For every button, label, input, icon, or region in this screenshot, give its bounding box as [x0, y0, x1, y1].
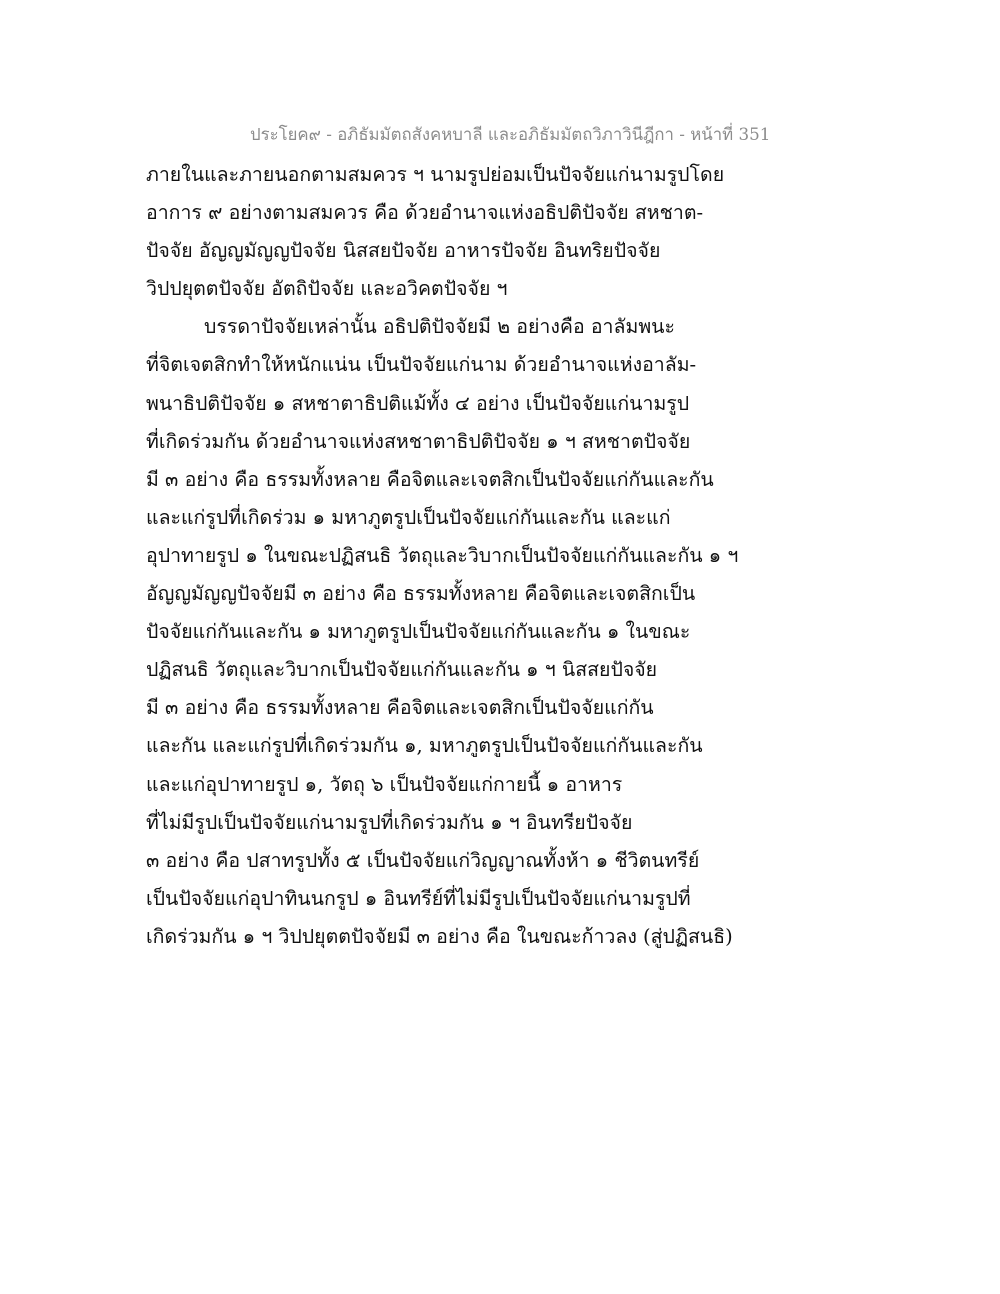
text-line: ที่จิตเจตสิกทำให้หนักแน่น เป็นปัจจัยแก่นาม ด้วยอำนาจแห่งอาลัม-: [146, 353, 697, 377]
text-line: พนาธิปติปัจจัย ๑ สหชาตาธิปติแม้ทั้ง ๔ อย่าง เป็นปัจจัยแก่นามรูป: [146, 391, 690, 415]
text-line: ที่ไม่มีรูปเป็นปัจจัยแก่นามรูปที่เกิดร่วมกัน ๑ ฯ อินทรียปัจจัย: [146, 810, 633, 834]
text-line: ปัจจัยแก่กันและกัน ๑ มหาภูตรูปเป็นปัจจัยแก่กันและกัน ๑ ในขณะ: [146, 620, 691, 644]
text-line: อุปาทายรูป ๑ ในขณะปฏิสนธิ วัตถุและวิบากเป็นปัจจัยแก่กันและกัน ๑ ฯ: [146, 543, 739, 567]
text-line: อัญญมัญญปัจจัยมี ๓ อย่าง คือ ธรรมทั้งหลาย คือจิตและเจตสิกเป็น: [146, 582, 696, 606]
paragraph-start-line: บรรดาปัจจัยเหล่านั้น อธิปติปัจจัยมี ๒ อย่างคือ อาลัมพนะ: [204, 315, 675, 339]
text-line: อาการ ๙ อย่างตามสมควร คือ ด้วยอำนาจแห่งอธิปติปัจจัย สหชาต-: [146, 201, 704, 225]
text-line: เกิดร่วมกัน ๑ ฯ วิปปยุตตปัจจัยมี ๓ อย่าง คือ ในขณะก้าวลง (สู่ปฏิสนธิ): [146, 924, 733, 948]
body-text: [146, 156, 766, 956]
text-line: และกัน และแก่รูปที่เกิดร่วมกัน ๑, มหาภูตรูปเป็นปัจจัยแก่กันและกัน: [146, 734, 703, 758]
text-line: มี ๓ อย่าง คือ ธรรมทั้งหลาย คือจิตและเจตสิกเป็นปัจจัยแก่กัน: [146, 696, 654, 720]
text-line: ภายในและภายนอกตามสมควร ฯ นามรูปย่อมเป็นปัจจัยแก่นามรูปโดย: [146, 163, 725, 186]
text-line: และแก่อุปาทายรูป ๑, วัตถุ ๖ เป็นปัจจัยแก่กายนี้ ๑ อาหาร: [146, 772, 623, 796]
text-line: ปัจจัย อัญญมัญญปัจจัย นิสสยปัจจัย อาหารปัจจัย อินทริยปัจจัย: [146, 239, 661, 263]
text-line: วิปปยุตตปัจจัย อัตถิปัจจัย และอวิคตปัจจัย ฯ: [146, 277, 508, 301]
text-line: ปฏิสนธิ วัตถุและวิบากเป็นปัจจัยแก่กันและกัน ๑ ฯ นิสสยปัจจัย: [146, 658, 658, 682]
text-line: มี ๓ อย่าง คือ ธรรมทั้งหลาย คือจิตและเจตสิกเป็นปัจจัยแก่กันและกัน: [146, 467, 714, 491]
text-line: ๓ อย่าง คือ ปสาทรูปทั้ง ๕ เป็นปัจจัยแก่วิญญาณทั้งห้า ๑ ชีวิตนทรีย์: [146, 848, 700, 872]
text-line: เป็นปัจจัยแก่อุปาทินนกรูป ๑ อินทรีย์ที่ไม่มีรูปเป็นปัจจัยแก่นามรูปที่: [146, 886, 691, 910]
running-header: ประโยค๙ - อภิธัมมัตถสังคหบาลี และอภิธัมมัตถวิภาวินีฎีกา - หน้าที่ 351: [250, 124, 771, 144]
text-line: ที่เกิดร่วมกัน ด้วยอำนาจแห่งสหชาตาธิปติปัจจัย ๑ ฯ สหชาตปัจจัย: [146, 429, 691, 453]
text-line: และแก่รูปที่เกิดร่วม ๑ มหาภูตรูปเป็นปัจจัยแก่กันและกัน และแก่: [146, 505, 671, 529]
